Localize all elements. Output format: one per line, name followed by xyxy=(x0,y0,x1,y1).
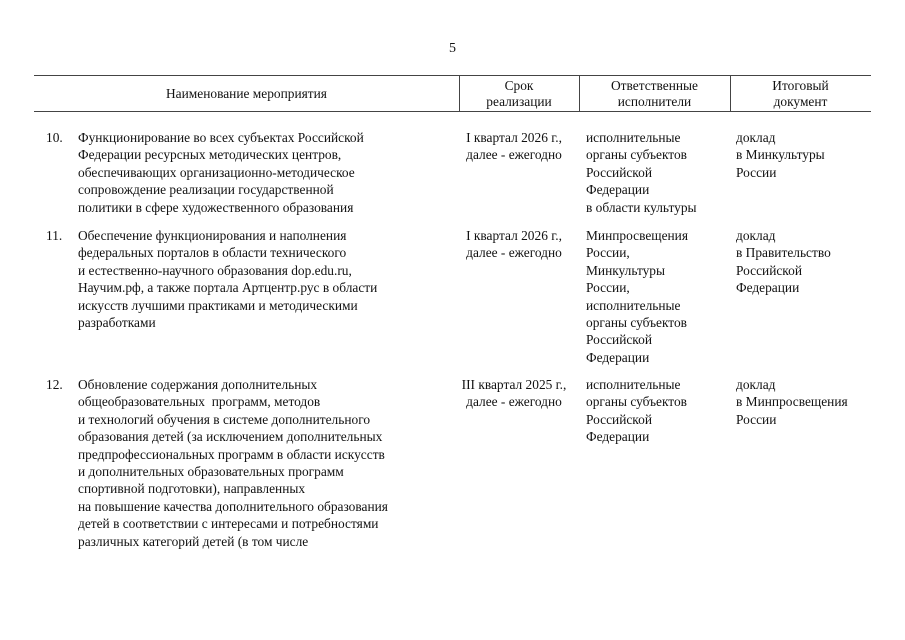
row-document: доклад в Правительство Российской Федерации xyxy=(736,228,831,296)
row-event-name: Обновление содержания дополнительных общеобразовательных программ, методов и технологий обучения в системе дополнительного образования детей (за исключением дополнительных предпрофессиональных программ в области искусств и дополнительных образовательных программ спортивной подготовки), направленных на повышение качества дополнительного образования детей в соответствии с интересами и потребностями различных категорий детей (в том числе xyxy=(78,377,388,549)
row-number: 11. xyxy=(46,228,63,243)
row-document: доклад в Минкультуры России xyxy=(736,130,825,180)
row-term: I квартал 2026 г., далее - ежегодно xyxy=(466,228,562,261)
row-number: 12. xyxy=(46,377,63,392)
header-responsible: Ответственные исполнители xyxy=(611,78,698,109)
row-term: III квартал 2025 г., далее - ежегодно xyxy=(461,377,567,410)
row-responsible: исполнительные органы субъектов Российской Федерации xyxy=(586,377,687,445)
header-top-rule xyxy=(34,75,871,76)
row-event-name: Функционирование во всех субъектах Российской Федерации ресурсных методических центров, обеспечивающих организационно-методическое сопровождение реализации государственной политики в сфере художественного образования xyxy=(78,130,364,215)
row-document: доклад в Минпросвещения России xyxy=(736,377,848,427)
header-name: Наименование мероприятия xyxy=(166,86,327,101)
header-term: Срок реализации xyxy=(486,78,552,109)
page-number: 5 xyxy=(449,41,456,56)
row-event-name: Обеспечение функционирования и наполнения федеральных порталов в области технического и естественно-научного образования dop.edu.ru, Научим.рф, а также портала Артцентр.рус в области искусств лучшими практиками и методическими разработками xyxy=(78,228,378,331)
header-bottom-rule xyxy=(34,111,871,112)
row-responsible: Минпросвещения России, Минкультуры России, исполнительные органы субъектов Российской Федерации xyxy=(586,228,689,365)
row-responsible: исполнительные органы субъектов Российской Федерации в области культуры xyxy=(586,130,697,215)
row-term: I квартал 2026 г., далее - ежегодно xyxy=(466,130,562,163)
row-number: 10. xyxy=(46,130,63,145)
header-document: Итоговый документ xyxy=(772,78,829,109)
